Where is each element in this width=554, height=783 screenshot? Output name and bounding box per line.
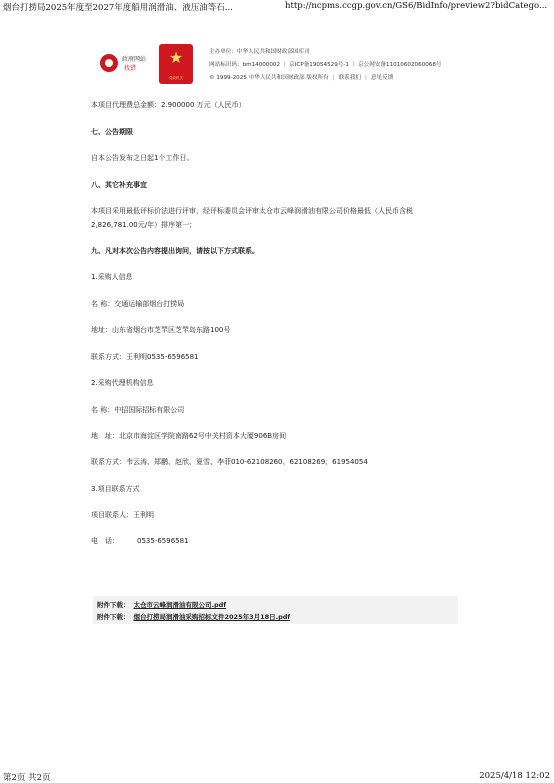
project-contact-phone: 0535-6596581 <box>137 537 189 545</box>
section-9-title: 九、凡对本次公告内容提出询问，请按以下方式联系。 <box>91 247 259 255</box>
star-icon: ★ <box>168 48 184 67</box>
contact-us-link[interactable]: 联系我们 <box>338 75 362 81</box>
print-footer-page: 第2页 共2页 <box>3 773 51 783</box>
purchaser-address: 地址：山东省烟台市芝罘区芝罘岛东路100号 <box>91 326 231 334</box>
agency-fee: 本项目代理费总金额：2.900000 万元（人民币） <box>91 101 246 109</box>
attachment-link[interactable]: 太仓市云峰润滑油有限公司.pdf <box>133 601 227 609</box>
attachment-link[interactable]: 烟台打捞局润滑油采购招标文件2025年3月18日.pdf <box>133 613 291 621</box>
agency-contact: 联系方式：韦云涛、郑鹏、赵欣、夏雪、李菲010-62108260、62108269、61954054 <box>91 458 368 466</box>
site-header <box>95 40 495 88</box>
attachment-label: 附件下载： <box>97 601 130 609</box>
seal-caption: 党政机关 <box>169 76 183 80</box>
copyright-line <box>209 73 393 81</box>
gov-logo-line2: 找错 <box>124 65 137 72</box>
print-footer-datetime: 2025/4/18 12:02 <box>479 771 550 781</box>
agency-address: 地 址：北京市海淀区学院南路62号中关村资本大厦906B房间 <box>91 432 287 440</box>
project-contact-heading: 3.项目联系方式 <box>91 485 140 493</box>
gov-website-logo[interactable] <box>98 50 150 76</box>
separator: | <box>332 75 335 81</box>
purchaser-name: 名 称：交通运输部烟台打捞局 <box>91 300 185 308</box>
section-8-body-line1: 本项目采用最低评标价法进行评审，经评标委员会评审太仓市云峰润滑油有限公司价格最低（人民币含税 <box>91 207 413 215</box>
sponsor-text: 主办单位：中华人民共和国财政部国库司 <box>209 49 310 55</box>
agency-name: 名 称：中招国际招标有限公司 <box>91 406 185 414</box>
purchaser-contact: 联系方式：王利明0535-6596581 <box>91 353 199 361</box>
party-government-seal-icon[interactable] <box>159 44 193 84</box>
attachment-row <box>97 600 226 609</box>
separator: | <box>365 75 367 81</box>
gov-logo-line1: 政府网站 <box>122 56 147 63</box>
print-header-url: http://ncpms.ccgp.gov.cn/GS6/BidInfo/preview2?bidCatego... <box>285 1 548 11</box>
project-contact-phone-label: 电 话： <box>91 537 119 545</box>
feedback-link[interactable]: 意见反馈 <box>370 75 394 81</box>
section-7-title: 七、公告期限 <box>91 128 133 136</box>
registration-text: 网站标识码：bm14000002 ｜ 京ICP备19054529号-1 ｜ 京公网安备11010602060068号 <box>209 62 442 68</box>
print-header-title: 烟台打捞局2025年度至2027年度船用润滑油、液压油等石... <box>3 3 233 13</box>
attachment-row <box>97 612 290 621</box>
project-contact-person: 项目联系人：王利明 <box>91 511 154 519</box>
section-8-title: 八、其它补充事宜 <box>91 181 147 189</box>
section-8-body-line2: 2,826,781.00元/年）排序第一； <box>91 221 197 229</box>
copyright-text: © 1999-2025 中华人民共和国财政部 版权所有 <box>209 75 329 81</box>
agency-heading: 2.采购代理机构信息 <box>91 379 154 387</box>
attachments-box <box>93 596 458 624</box>
section-7-body: 自本公告发布之日起1个工作日。 <box>91 154 194 162</box>
attachment-label: 附件下载： <box>97 613 130 621</box>
gov-logo-icon <box>100 54 118 72</box>
purchaser-heading: 1.采购人信息 <box>91 273 133 281</box>
